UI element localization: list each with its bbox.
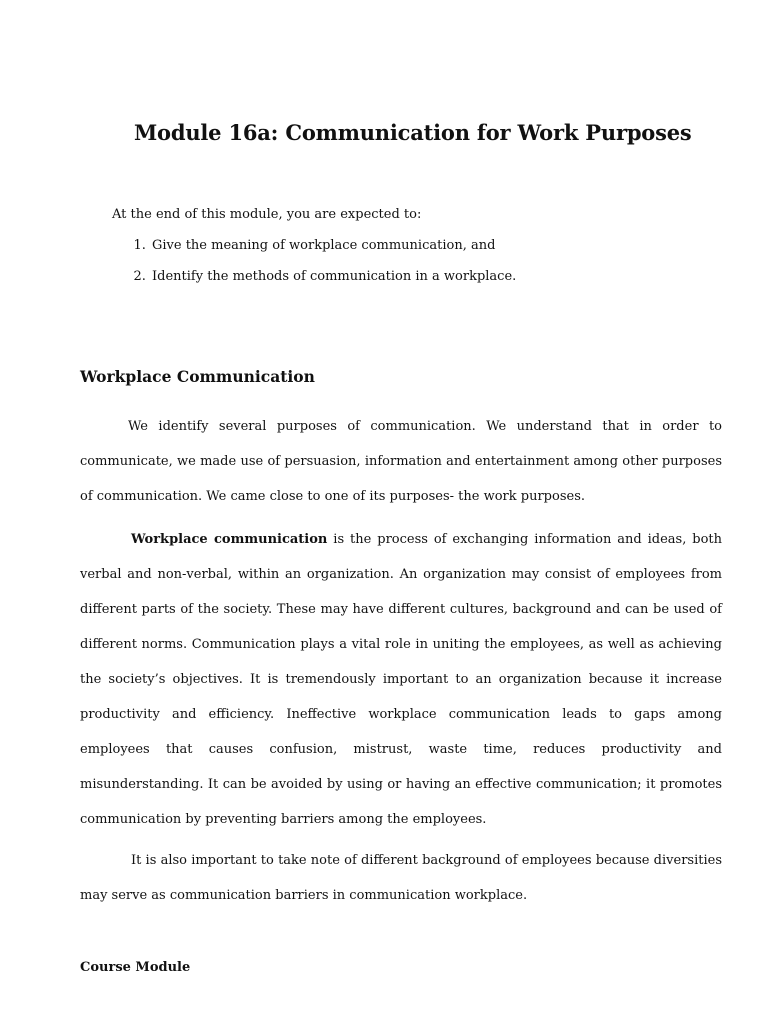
body-paragraph-block — [80, 522, 722, 846]
body-paragraph-block — [80, 409, 722, 523]
learning-objectives — [112, 199, 516, 292]
body-paragraph — [80, 409, 722, 514]
body-paragraph — [80, 843, 722, 913]
objectives-intro: At the end of this module, you are expected to: — [112, 207, 422, 222]
body-paragraph — [80, 522, 722, 837]
objectives-list — [112, 230, 516, 292]
page-footer: Course Module — [80, 960, 191, 975]
paragraph-text: is the process of exchanging information and ideas, both verbal and non-verbal, within an organization. An organization may consist of employees from different parts of the society. These may have different cultures, background and can be used of different norms. Communication plays a vital role in uniting the employees, as well as achieving the society’s objectives. It is tremendously important to an organization because it increase productivity and efficiency. Ineffective workplace communication leads to gaps among employees that causes confusion, mistrust, waste time, reduces productivity and misunderstanding. It can be avoided by using or having an effective communication; it promotes communication by preventing barriers among the employees. — [80, 532, 723, 827]
page-title: Module 16a: Communication for Work Purposes — [134, 120, 692, 145]
paragraph-text: It is also important to take note of different background of employees because diversities may serve as communication barriers in communication workplace. — [80, 853, 722, 903]
definition-term: Workplace communication — [131, 532, 328, 547]
body-paragraph-block — [80, 843, 722, 922]
section-heading: Workplace Communication — [80, 367, 315, 386]
objective-item: 2. Identify the methods of communication in a workplace. — [150, 261, 516, 292]
objective-item: 1. Give the meaning of workplace communication, and — [150, 230, 516, 261]
paragraph-text: We identify several purposes of communication. We understand that in order to communicate, we made use of persuasion, information and entertainment among other purposes of communication. We came close to one of its purposes- the work purposes. — [80, 419, 722, 504]
